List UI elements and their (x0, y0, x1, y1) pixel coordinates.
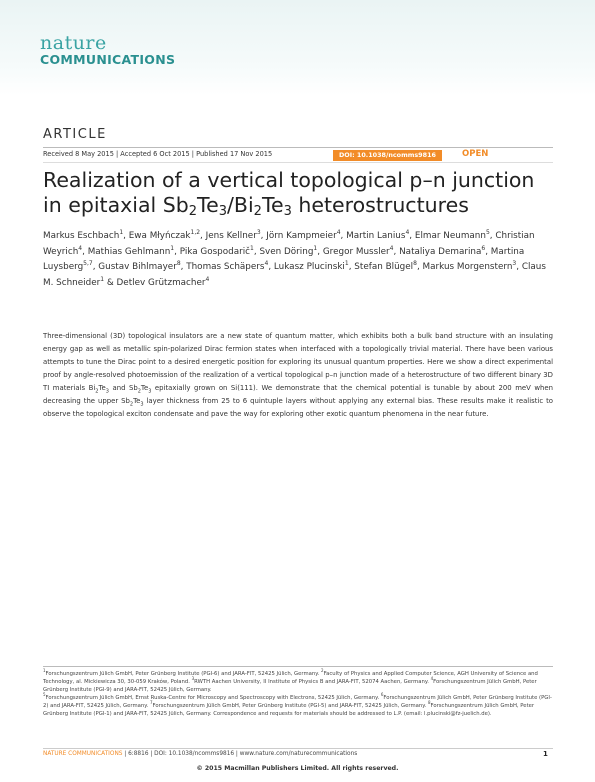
author-name: Ewa Młyńczak (128, 231, 191, 241)
author-name: Markus Morgenstern (422, 262, 513, 272)
author-affiliation-marker: 3 (256, 229, 261, 237)
author-affiliation-marker: 8 (176, 260, 181, 268)
aff-marker: 1 (43, 668, 46, 674)
abstract-text: and Sb (108, 384, 138, 392)
author-affiliation-marker: 6 (481, 244, 486, 252)
title-text: /Bi (226, 193, 254, 217)
author-name: Gregor Mussler (322, 246, 390, 257)
dates-divider (43, 162, 553, 163)
abstract-text: Te (98, 384, 106, 392)
aff-text: Forschungszentrum Jülich GmbH, Peter Grünberg Institute (PGI-5) and JARA-FIT, 52425 Jülich, Germany. (152, 703, 428, 709)
abstract-text: Te (140, 384, 149, 392)
author-name: Mathias Gehlmann (87, 246, 171, 257)
copyright-notice: © 2015 Macmillan Publishers Limited. All rights reserved. (196, 765, 399, 772)
aff-text: Forschungszentrum Jülich GmbH, Ernst Ruska-Centre for Microscopy and Spectroscopy with Electrons, 52425 Jülich, Germany. (45, 695, 381, 701)
aff-text: Faculty of Physics and Applied Computer Science, AGH University of Science and Technology, al. Mickiewicza 30, 30-059 Kraków, Poland. (43, 671, 538, 685)
title-sub: 3 (283, 204, 292, 219)
logo-communications-text: COMMUNICATIONS (40, 52, 176, 67)
author-list: Markus Eschbach$^1$, Ewa Młyńczak$^{1,2}$, Jens Kellner$^3$, Jörn Kampmeier$^4$, Martin Lanius$^4$, Elmar Neumann$^5$, Christian Weyrich$^4$, Mathias Gehlmann$^1$, Pika Gospodarič$^1$, Sven Döring$^1$, Gregor Mussler$^4$, Nataliya Demarina$^6$, Martina Luysberg$^{5,7}$, Gustav Bihlmayer$^8$, Thomas Schäpers$^4$, Lukasz Plucinski$^1$, Stefan Blügel$^8$, Markus Morgenstern$^3$, Claus M. Schneider$^1$ & Detlev Grützmacher$^4$ (43, 229, 546, 288)
title-sub: 2 (188, 204, 198, 219)
author-affiliation-marker: 1 (170, 244, 175, 252)
author-affiliation-marker: 3 (512, 260, 517, 268)
footer-journal-name[interactable]: NATURE COMMUNICATIONS (43, 751, 123, 757)
aff-marker: 3 (191, 676, 195, 682)
title-sub: 3 (218, 204, 227, 219)
author-name: Nataliya Demarina (399, 246, 482, 257)
abstract-sub: 3 (105, 388, 109, 395)
footer-citation (43, 751, 357, 757)
aff-text: Forschungszentrum Jülich GmbH, Peter Grünberg Institute (PGI-6) and JARA-FIT, 52425 Jülich, Germany. (45, 671, 322, 677)
aff-text: Forschungszentrum Jülich GmbH, Peter Grünberg Institute (PGI-1) and JARA-FIT, 52425 Jülich, Germany. Correspondence and requests for materials should be addressed to L.P. (email: l.plucinski@fz-juelich.de). (43, 703, 535, 717)
title-text: heterostructures (291, 193, 469, 217)
author-name: Sven Döring (259, 246, 314, 257)
abstract-sub: 2 (95, 388, 99, 395)
author-name: Christian Weyrich (43, 231, 535, 257)
abstract-text: layer thickness from 25 to 6 quintuple layers without applying any external bias. These results make it realistic to observe the topological exciton condensate and pave the way for exploring other exotic quantum phenomena in the near future. (43, 397, 553, 418)
title-text: Te (197, 193, 219, 217)
title-line-1: Realization of a vertical topological p–n junction (43, 168, 535, 192)
author-name: Pika Gospodarič (179, 246, 251, 257)
author-name: Detlev Grützmacher (116, 277, 206, 288)
aff-marker: 6 (380, 692, 384, 698)
aff-text: RWTH Aachen University, II Institute of Physics B and JARA-FIT, 52074 Aachen, Germany. (194, 679, 431, 685)
publication-dates: Received 8 May 2015 | Accepted 6 Oct 2015 | Published 17 Nov 2015 (43, 150, 273, 158)
author-name: Martin Lanius (346, 231, 406, 241)
author-affiliation-marker: 4 (405, 229, 410, 237)
author-name: Gustav Bihlmayer (98, 262, 177, 272)
footer-citation-text: | 6:8816 | DOI: 10.1038/ncomms9816 | www.nature.com/naturecommunications (122, 751, 358, 757)
author-affiliation-marker: 5 (485, 229, 490, 237)
top-divider (43, 147, 553, 148)
author-affiliation-marker: 4 (264, 260, 269, 268)
abstract-text: epitaxially grown on Si(111). We demonstrate that the chemical potential is tunable by about 200 meV when decreasing the upper Sb (43, 384, 554, 405)
affiliations-divider (43, 666, 553, 667)
author-affiliation-marker: 1,2 (190, 229, 201, 237)
author-affiliation-marker: 1 (250, 244, 254, 252)
author-affiliation-marker: 4 (336, 229, 341, 237)
author-affiliation-marker: 4 (205, 275, 210, 283)
open-access-label: OPEN (462, 149, 489, 159)
aff-marker: 7 (149, 700, 153, 706)
author-name: Thomas Schäpers (186, 262, 265, 272)
author-affiliation-marker: 5,7 (83, 260, 93, 268)
abstract-text: Te (133, 397, 141, 405)
author-name: Elmar Neumann (414, 231, 486, 241)
affiliations (43, 670, 555, 718)
author-affiliation-marker: 1 (313, 244, 318, 252)
abstract-sub: 2 (129, 401, 134, 408)
title-sub: 2 (253, 204, 262, 219)
aff-text: Forschungszentrum Jülich GmbH, Peter Grünberg Institute (PGI-2) and JARA-FIT, 52425 Jülich, Germany. (43, 695, 552, 709)
author-name: Jörn Kampmeier (266, 231, 337, 241)
footer-divider (43, 748, 553, 749)
aff-marker: 8 (427, 700, 431, 706)
author-affiliation-marker: 1 (119, 229, 124, 237)
author-name: Lukasz Plucinski (273, 262, 345, 272)
author-name: Jens Kellner (205, 231, 257, 241)
abstract (43, 330, 553, 421)
abstract-sub: 3 (140, 401, 144, 408)
title-text: Te (261, 193, 284, 217)
author-affiliation-marker: 4 (389, 244, 394, 252)
title-text: in epitaxial Sb (43, 193, 189, 217)
abstract-text: Three-dimensional (3D) topological insulators are a new state of quantum matter, which exhibits both a bulk band structure with an insulating energy gap as well as metallic spin-polarized Dirac fermion states when interfaced with a topologically trivial material. There have been various attempts to tune the Dirac point to a desired energetic position for exploring its unusual quantum properties. Here we show a direct experimental proof by angle-resolved photoemission of the realization of a vertical topological p–n junction made of a heterostructure of two different binary 3D TI materials Bi (43, 332, 553, 392)
author-affiliation-marker: 8 (413, 260, 417, 268)
journal-logo (40, 33, 175, 67)
doi-badge[interactable]: DOI: 10.1038/ncomms9816 (333, 150, 442, 161)
page-number: 1 (543, 750, 548, 758)
aff-marker: 5 (43, 692, 46, 698)
abstract-sub: 2 (137, 388, 141, 395)
aff-marker: 2 (321, 668, 324, 674)
article-title (43, 168, 563, 218)
article-type-label: ARTICLE (43, 127, 107, 142)
author-affiliation-marker: 1 (100, 275, 105, 283)
author-affiliation-marker: 4 (78, 244, 83, 252)
aff-text: Forschungszentrum Jülich GmbH, Peter Grünberg Institute (PGI-9) and JARA-FIT, 52425 Jülich, Germany. (43, 679, 537, 693)
abstract-sub: 3 (148, 388, 152, 395)
author-name: Martina Luysberg (43, 246, 525, 272)
logo-nature-text: nature (40, 32, 107, 54)
aff-marker: 4 (430, 676, 434, 682)
author-affiliation-marker: 1 (344, 260, 349, 268)
author-name: Markus Eschbach (43, 231, 120, 241)
author-name: Stefan Blügel (354, 262, 414, 272)
author-name: Claus M. Schneider (43, 262, 546, 288)
